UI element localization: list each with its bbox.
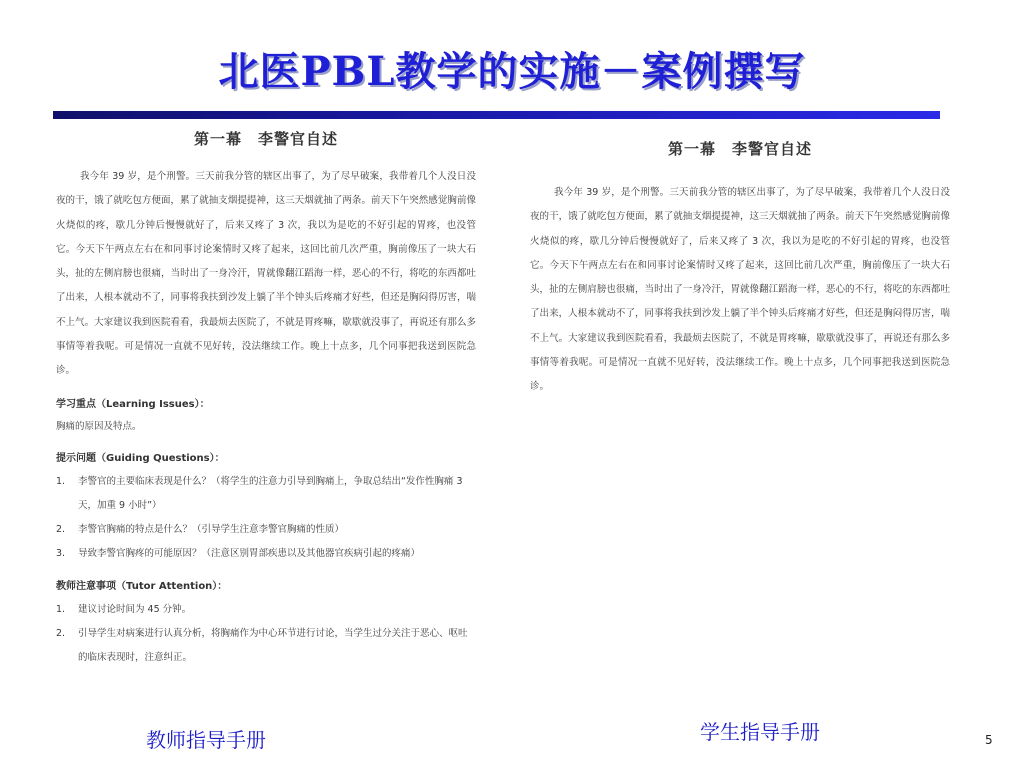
student-story-text: 我今年 39 岁，是个刑警。三天前我分管的辖区出事了，为了尽早破案，我带着几个人没日没夜的干，饿了就吃包方便面，累了就抽支烟提提神，这三天烟就抽了两条。前天下午突然感觉胸前像火烧似的疼，歇几分钟后慢慢就好了，后来又疼了 3 次，我以为是吃的不好引起的胃疼，也没管它。今天下午两点左右在和同事讨论案情时又疼了起来，这回比前几次严重，胸前像压了一块大石头，扯的左侧肩膀也很痛，当时出了一身冷汗，胃就像翻江蹈海一样，恶心的不行，将吃的东西都吐了出来，人根本就动不了，同事将我扶到沙发上躺了半个钟头后疼痛才好些，但还是胸闷得厉害，喘不上气。大家建议我到医院看看，我最烦去医院了，不就是胃疼嘛，歇歇就没事了，再说还有那么多事情等着我呢。可是情况一直就不见好转，没法继续工作。晚上十点多，几个同事把我送到医院急诊。 bbox=[530, 187, 950, 393]
guiding-questions-list bbox=[56, 470, 476, 566]
teacher-manual-page bbox=[56, 128, 476, 718]
learning-issues-heading: 学习重点（Learning Issues）： bbox=[56, 398, 210, 410]
title-underline-bar bbox=[53, 111, 940, 119]
learning-issues-text: 胸痛的原因及特点。 bbox=[56, 420, 142, 432]
tutor-attention-list bbox=[56, 598, 476, 670]
list-item: 2. 引导学生对病案进行认真分析，将胸痛作为中心环节进行讨论，当学生过分关注于恶心、呕吐的临床表现时，注意纠正。 bbox=[56, 627, 468, 663]
list-item: 3. 导致李警官胸疼的可能原因？（注意区别胃部疾患以及其他器官疾病引起的疼痛） bbox=[56, 547, 421, 559]
list-item: 1. 李警官的主要临床表现是什么？（将学生的注意力引导到胸痛上，争取总结出“发作性胸痛 3 天，加重 9 小时”） bbox=[56, 475, 463, 511]
tutor-attention-heading: 教师注意事项（Tutor Attention）： bbox=[56, 580, 228, 592]
list-item: 1. 建议讨论时间为 45 分钟。 bbox=[56, 603, 192, 615]
student-manual-page bbox=[530, 138, 950, 400]
page-number: 5 bbox=[985, 733, 993, 747]
teacher-scene-title: 第一幕 李警官自述 bbox=[193, 130, 338, 148]
teacher-story-text: 我今年 39 岁，是个刑警。三天前我分管的辖区出事了，为了尽早破案，我带着几个人没日没夜的干，饿了就吃包方便面，累了就抽支烟提提神，这三天烟就抽了两条。前天下午突然感觉胸前像火烧似的疼，歇几分钟后慢慢就好了，后来又疼了 3 次，我以为是吃的不好引起的胃疼，也没管它。今天下午两点左右在和同事讨论案情时又疼了起来，这回比前几次严重，胸前像压了一块大石头，扯的左侧肩膀也很痛，当时出了一身冷汗，胃就像翻江蹈海一样，恶心的不行，将吃的东西都吐了出来，人根本就动不了，同事将我扶到沙发上躺了半个钟头后疼痛才好些，但还是胸闷得厉害，喘不上气。大家建议我到医院看看，我最烦去医院了，不就是胃疼嘛，歇歇就没事了，再说还有那么多事情等着我呢。可是情况一直就不见好转，没法继续工作。晚上十点多，几个同事把我送到医院急诊。 bbox=[56, 171, 476, 377]
student-manual-caption: 学生指导手册 bbox=[700, 720, 820, 744]
teacher-manual-caption: 教师指导手册 bbox=[146, 728, 266, 752]
student-scene-title: 第一幕 李警官自述 bbox=[667, 140, 812, 158]
guiding-questions-heading: 提示问题（Guiding Questions）： bbox=[56, 452, 225, 464]
list-item: 2. 李警官胸痛的特点是什么？（引导学生注意李警官胸痛的性质） bbox=[56, 523, 345, 535]
slide-title: 北医PBL教学的实施－案例撰写 bbox=[218, 48, 806, 95]
